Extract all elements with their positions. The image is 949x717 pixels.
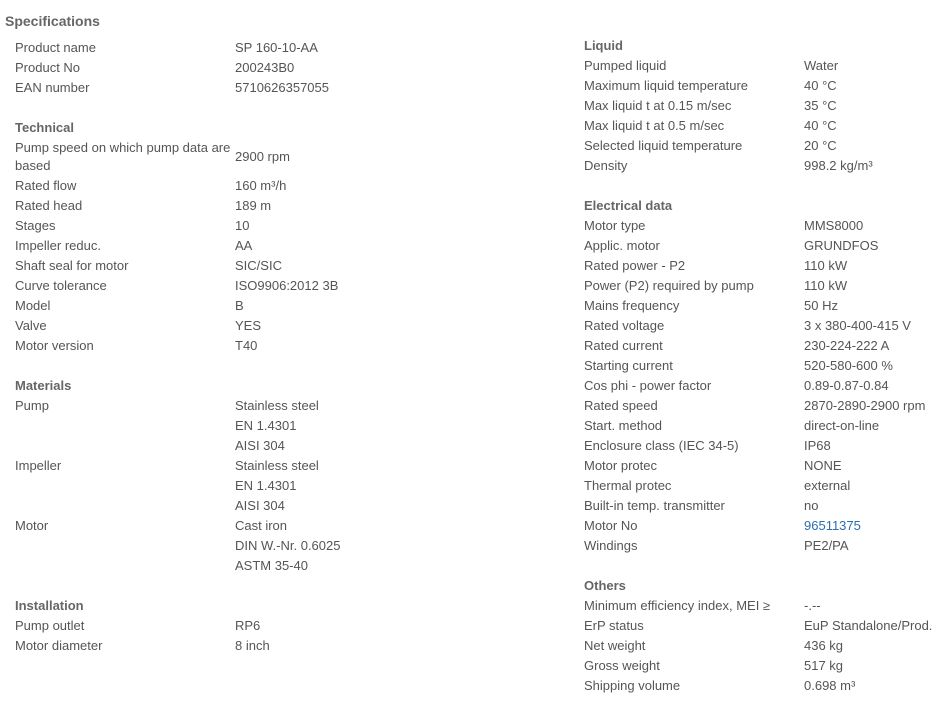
- spec-value: T40: [235, 338, 258, 353]
- spec-row-motor-protec: [584, 456, 944, 476]
- spec-value: EN 1.4301: [235, 478, 297, 493]
- technical-group: [15, 118, 555, 356]
- spec-label: Pump outlet: [15, 618, 85, 633]
- spec-row-rated-voltage: [584, 316, 944, 336]
- spec-value: YES: [235, 318, 262, 333]
- spec-row-curve-tolerance: [15, 276, 555, 296]
- spec-value: 2900 rpm: [235, 149, 290, 164]
- spec-value: SP 160-10-AA: [235, 40, 318, 55]
- spec-row-pump-speed: [15, 138, 555, 176]
- spec-label: Pump speed on which pump data are based: [15, 140, 231, 173]
- spec-row-max-liquid-temp: [584, 76, 944, 96]
- spec-row-motor-version: [15, 336, 555, 356]
- spec-value: 110 kW: [804, 278, 848, 293]
- materials-group: [15, 376, 555, 576]
- spec-label: Curve tolerance: [15, 278, 107, 293]
- spec-value: 436 kg: [804, 638, 844, 653]
- spec-value: EuP Standalone/Prod.: [804, 618, 933, 633]
- spec-value: 5710626357055: [235, 80, 329, 95]
- installation-group: [15, 596, 555, 656]
- spec-label: Starting current: [584, 358, 673, 373]
- spec-value: DIN W.-Nr. 0.6025: [235, 538, 341, 553]
- section-title-technical: Technical: [15, 120, 75, 135]
- spec-value: IP68: [804, 438, 831, 453]
- spec-value: 520-580-600 %: [804, 358, 893, 373]
- spec-value: 230-224-222 A: [804, 338, 890, 353]
- others-group: [584, 576, 944, 696]
- spec-label: Max liquid t at 0.5 m/sec: [584, 118, 725, 133]
- spec-row-rated-speed: [584, 396, 944, 416]
- spec-row-power-required: [584, 276, 944, 296]
- spec-label: Maximum liquid temperature: [584, 78, 749, 93]
- spec-label: Pumped liquid: [584, 58, 667, 73]
- spec-label: Applic. motor: [584, 238, 660, 253]
- spec-label: Pump: [15, 398, 49, 413]
- spec-value: Stainless steel: [235, 458, 319, 473]
- spec-value: PE2/PA: [804, 538, 849, 553]
- spec-value-list: [235, 456, 319, 516]
- spec-row-model: [15, 296, 555, 316]
- spec-value: 517 kg: [804, 658, 844, 673]
- spec-label: Shipping volume: [584, 678, 681, 693]
- spec-row-applic-motor: [584, 236, 944, 256]
- spec-label: Rated head: [15, 198, 83, 213]
- spec-value: RP6: [235, 618, 261, 633]
- spec-row-product-no: [15, 58, 555, 78]
- spec-value: 189 m: [235, 198, 272, 213]
- spec-label: Built-in temp. transmitter: [584, 498, 725, 513]
- spec-row-valve: [15, 316, 555, 336]
- spec-row-rated-power: [584, 256, 944, 276]
- spec-label: Stages: [15, 218, 56, 233]
- motor-no-link[interactable]: 96511375: [804, 518, 861, 533]
- spec-label: Product No: [15, 60, 81, 75]
- spec-label: Motor No: [584, 518, 638, 533]
- spec-row-ean: [15, 78, 555, 98]
- spec-value: SIC/SIC: [235, 258, 282, 273]
- spec-row-rated-flow: [15, 176, 555, 196]
- spec-value: 160 m³/h: [235, 178, 287, 193]
- spec-value: 8 inch: [235, 638, 270, 653]
- spec-label: ErP status: [584, 618, 644, 633]
- spec-value: ASTM 35-40: [235, 558, 308, 573]
- spec-value: 40 °C: [804, 78, 837, 93]
- spec-row-selected-liquid-temp: [584, 136, 944, 156]
- spec-row-rated-current: [584, 336, 944, 356]
- spec-label: Motor version: [15, 338, 94, 353]
- spec-value: Water: [804, 58, 839, 73]
- spec-row-material-motor: [15, 516, 555, 576]
- general-group: [15, 38, 555, 98]
- spec-row-thermal-protec: [584, 476, 944, 496]
- spec-label: Minimum efficiency index, MEI ≥: [584, 598, 771, 613]
- spec-label: Motor: [15, 518, 49, 533]
- spec-row-motor-diameter: [15, 636, 555, 656]
- section-title-installation: Installation: [15, 598, 84, 613]
- spec-row-motor-no: [584, 516, 944, 536]
- spec-label: Model: [15, 298, 51, 313]
- spec-row-enclosure-class: [584, 436, 944, 456]
- spec-row-pumped-liquid: [584, 56, 944, 76]
- spec-label: Windings: [584, 538, 638, 553]
- spec-row-max-liquid-t-015: [584, 96, 944, 116]
- spec-value: 20 °C: [804, 138, 837, 153]
- spec-label: Power (P2) required by pump: [584, 278, 754, 293]
- spec-value: 0.698 m³: [804, 678, 856, 693]
- spec-value: AISI 304: [235, 438, 285, 453]
- spec-row-motor-type: [584, 216, 944, 236]
- spec-row-impeller-reduc: [15, 236, 555, 256]
- spec-value: Cast iron: [235, 518, 288, 533]
- spec-value: no: [804, 498, 819, 513]
- spec-label: Cos phi - power factor: [584, 378, 712, 393]
- spec-label: Rated current: [584, 338, 663, 353]
- spec-value: EN 1.4301: [235, 418, 297, 433]
- spec-value: external: [804, 478, 851, 493]
- spec-label: Gross weight: [584, 658, 660, 673]
- spec-row-product-name: [15, 38, 555, 58]
- spec-value: AA: [235, 238, 253, 253]
- spec-value: 200243B0: [235, 60, 295, 75]
- section-title-liquid: Liquid: [584, 38, 623, 53]
- right-column: [584, 36, 944, 696]
- spec-label: Motor protec: [584, 458, 657, 473]
- spec-label: Max liquid t at 0.15 m/sec: [584, 98, 732, 113]
- spec-row-net-weight: [584, 636, 944, 656]
- spec-label: Rated power - P2: [584, 258, 686, 273]
- spec-label: Enclosure class (IEC 34-5): [584, 438, 739, 453]
- spec-label: Selected liquid temperature: [584, 138, 743, 153]
- spec-value: direct-on-line: [804, 418, 880, 433]
- spec-label: Net weight: [584, 638, 646, 653]
- electrical-group: [584, 196, 944, 556]
- spec-row-mains-frequency: [584, 296, 944, 316]
- left-column: [15, 38, 555, 656]
- spec-value: 35 °C: [804, 98, 837, 113]
- spec-row-pump-outlet: [15, 616, 555, 636]
- spec-value: GRUNDFOS: [804, 238, 879, 253]
- spec-row-density: [584, 156, 944, 176]
- spec-row-rated-head: [15, 196, 555, 216]
- page-title: Specifications: [5, 13, 100, 29]
- spec-row-cos-phi: [584, 376, 944, 396]
- spec-value: 3 x 380-400-415 V: [804, 318, 911, 333]
- section-title-materials: Materials: [15, 378, 72, 393]
- spec-value: 0.89-0.87-0.84: [804, 378, 889, 393]
- spec-row-shaft-seal: [15, 256, 555, 276]
- spec-label: Valve: [15, 318, 47, 333]
- spec-label: Density: [584, 158, 628, 173]
- spec-value: ISO9906:2012 3B: [235, 278, 339, 293]
- spec-label: Start. method: [584, 418, 663, 433]
- spec-row-gross-weight: [584, 656, 944, 676]
- section-title-others: Others: [584, 578, 626, 593]
- spec-row-material-impeller: [15, 456, 555, 516]
- spec-value: AISI 304: [235, 498, 285, 513]
- spec-label: Rated flow: [15, 178, 77, 193]
- spec-row-mei: [584, 596, 944, 616]
- spec-value: -.--: [804, 598, 821, 613]
- spec-label: Thermal protec: [584, 478, 672, 493]
- spec-row-material-pump: [15, 396, 555, 456]
- section-title-electrical: Electrical data: [584, 198, 673, 213]
- spec-row-start-method: [584, 416, 944, 436]
- spec-label: Shaft seal for motor: [15, 258, 129, 273]
- spec-label: Rated speed: [584, 398, 658, 413]
- spec-value: 50 Hz: [804, 298, 838, 313]
- spec-row-shipping-volume: [584, 676, 944, 696]
- spec-value-list: [235, 516, 340, 576]
- spec-label: Impeller: [15, 458, 62, 473]
- spec-value: B: [235, 298, 244, 313]
- spec-row-stages: [15, 216, 555, 236]
- spec-value: 10: [235, 218, 250, 233]
- spec-label: Product name: [15, 40, 96, 55]
- spec-value: 110 kW: [804, 258, 848, 273]
- spec-label: Motor type: [584, 218, 646, 233]
- spec-label: EAN number: [15, 80, 90, 95]
- spec-value: 40 °C: [804, 118, 837, 133]
- spec-value: Stainless steel: [235, 398, 319, 413]
- spec-label: Impeller reduc.: [15, 238, 101, 253]
- spec-value: 998.2 kg/m³: [804, 158, 873, 173]
- spec-label: Mains frequency: [584, 298, 680, 313]
- spec-row-erp-status: [584, 616, 944, 636]
- spec-label: Rated voltage: [584, 318, 665, 333]
- spec-value-list: [235, 396, 319, 456]
- liquid-group: [584, 36, 944, 176]
- spec-label: Motor diameter: [15, 638, 103, 653]
- spec-row-windings: [584, 536, 944, 556]
- spec-value: 2870-2890-2900 rpm: [804, 398, 926, 413]
- spec-row-temp-transmitter: [584, 496, 944, 516]
- spec-value: MMS8000: [804, 218, 864, 233]
- spec-row-max-liquid-t-05: [584, 116, 944, 136]
- spec-value: NONE: [804, 458, 842, 473]
- spec-row-starting-current: [584, 356, 944, 376]
